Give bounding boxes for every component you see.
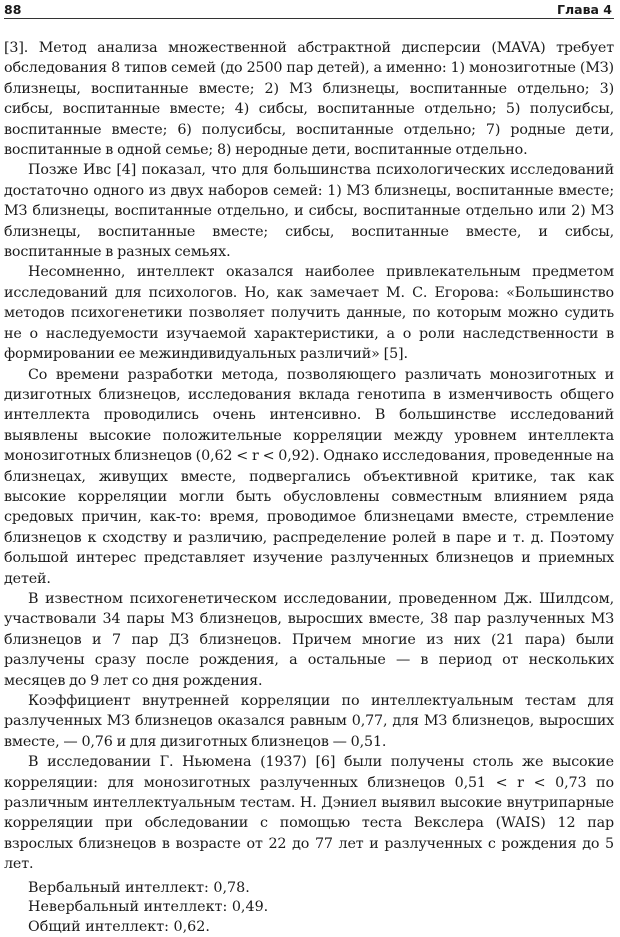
paragraph-newman-study: В исследовании Г. Ньюмена (1937) [6] были получены столь же высокие корреляции: для монозиготных разлученных близнецов 0,51 < r < 0,73 по различным интеллектуальным тестам. Н. Дэниел выявил высокие внутрипарные корреляции при обследовании с помощью теста Векслера (WAIS) 12 пар взрослых близнецов в возрасте от 22 до 77 лет и разлученных с рождения до 5 лет. (4, 754, 614, 873)
body-text (4, 38, 614, 937)
paragraph-correlation-coefficient: Коэффициент внутренней корреляции по интеллектуальным тестам для разлученных МЗ близнецов оказался равным 0,77, для МЗ близнецов, выросших вместе, — 0,76 и для дизиготных близнецов — 0,51. (4, 693, 614, 750)
paragraph-mava-method: [3]. Метод анализа множественной абстрактной дисперсии (MAVA) требует обследования 8 типов семей (до 2500 пар детей), а именно: 1) монозиготные (МЗ) близнецы, воспитанные вместе; 2) МЗ близнецы, воспитанные отдельно; 3) сибсы, воспитанные вместе; 4) сибсы, воспитанные отдельно; 5) полусибсы, воспитанные вместе; 6) полусибсы, воспитанные отдельно; 7) родные дети, воспитанные в одной семье; 8) неродные дети, воспитанные отдельно. (4, 40, 614, 159)
running-head (4, 2, 614, 19)
result-general: Общий интеллект: 0,62. (28, 918, 210, 935)
page-number: 88 (4, 2, 22, 17)
result-nonverbal: Невербальный интеллект: 0,49. (28, 899, 269, 916)
paragraph-twin-studies: Со времени разработки метода, позволяющего различать монозиготных и дизиготных близнецов, исследования вклада генотипа в изменчивость общего интеллекта проводились очень интенсивно. В большинстве исследований выявлены высокие положительные корреляции между уровнем интеллекта монозиготных близнецов (0,62 < r < 0,92). Однако исследования, проведенные на близнецах, живущих вместе, подвергались объективной критике, так как высокие корреляции могли быть обусловлены совместным влиянием ряда средовых причин, как-то: время, проводимое близнецами вместе, стремление близнецов к сходству и различию, распределение ролей в паре и т. д. Поэтому большой интерес представляет изучение разлученных близнецов и приемных детей. (4, 366, 614, 587)
intelligence-results-list (4, 879, 614, 937)
chapter-title: Глава 4 (557, 2, 612, 17)
paragraph-eaves: Позже Ивс [4] показал, что для большинства психологических исследований достаточно одного из двух наборов семей: 1) МЗ близнецы, воспитанные вместе; МЗ близнецы, воспитанные отдельно, и сибсы, воспитанные отдельно или 2) МЗ близнецы, воспитанные вместе; сибсы, воспитанные вместе, и сибсы, воспитанные в разных семьях. (4, 162, 614, 261)
result-verbal: Вербальный интеллект: 0,78. (28, 879, 250, 896)
paragraph-intellect: Несомненно, интеллект оказался наиболее привлекательным предметом исследований для психологов. Но, как замечает М. С. Егорова: «Большинство методов психогенетики позволяет получить данные, по которым можно судить не о наследуемости изучаемой характеристики, а о роли наследственности в формировании ее межиндивидуальных различий» [5]. (4, 264, 614, 363)
paragraph-shields-study: В известном психогенетическом исследовании, проведенном Дж. Шилдсом, участвовали 34 пары МЗ близнецов, выросших вместе, 38 пар разлученных МЗ близнецов и 7 пар ДЗ близнецов. Причем многие из них (21 пара) были разлучены сразу после рождения, а остальные — в период от нескольких месяцев до 9 лет со дня рождения. (4, 590, 614, 689)
